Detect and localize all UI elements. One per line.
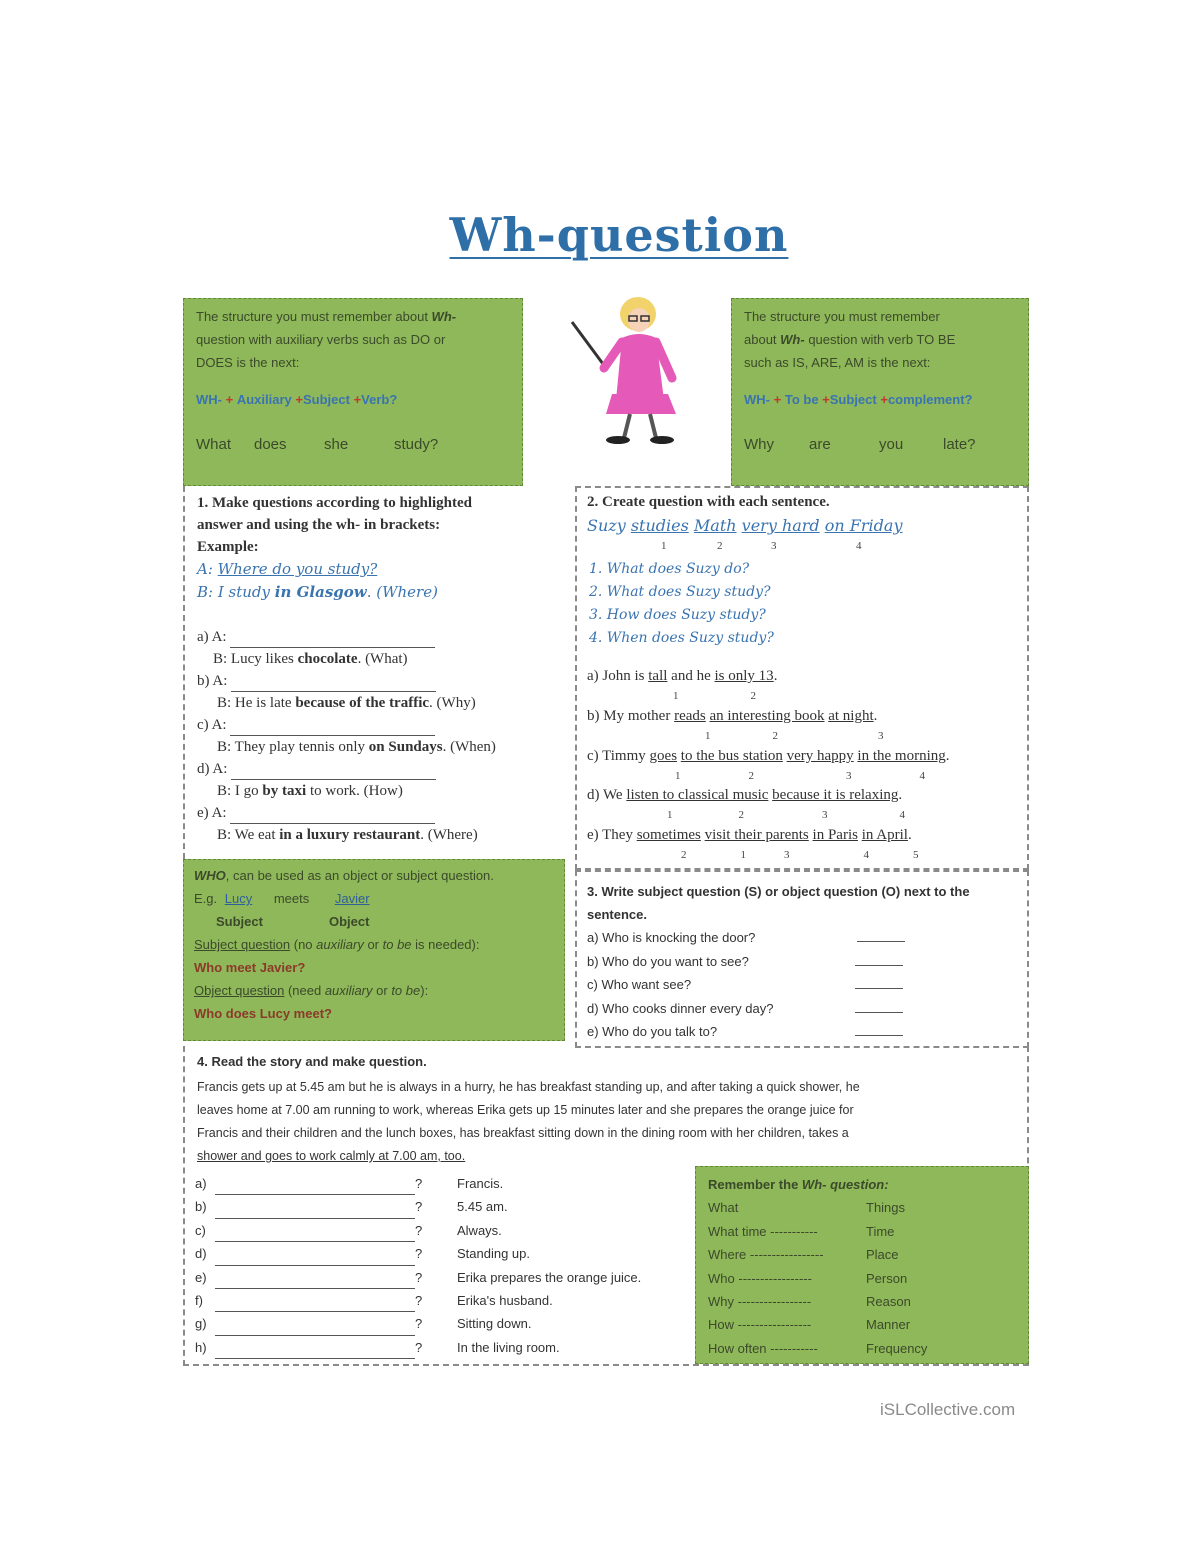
answer-line[interactable] — [855, 965, 903, 966]
list-item: c) ? Always. — [195, 1219, 641, 1242]
subject-question-rule: Subject question (no auxiliary or to be is needed): — [194, 937, 480, 952]
sentence-a: a) John is tall and he is only 13. — [587, 668, 778, 684]
section-1-heading: 1. Make questions according to highlighted — [197, 495, 473, 511]
remember-box — [695, 1166, 1029, 1364]
structure-text: DOES is the next: — [196, 355, 300, 370]
section-3-heading: 3. Write subject question (S) or object question (O) next to the — [587, 884, 970, 899]
list-item: B: I go by taxi to work. (How) — [217, 783, 403, 799]
list-item: B: We eat in a luxury restaurant. (Where) — [217, 827, 478, 843]
section-2: 2. Create question with each sentence. Suzy studies Math very hard on Friday 1 2 3 4 1. What does Suzy do? 2. What does Suzy study? 3. How does Suzy study? 4. When does Suzy study? a) John is tall and he is only 13. 1 2 b) My mother reads an interesting book at night. 1 2 3 c) Timmy goes to the bus station very happy in the morning. 1 2 3 4 d) We listen to classical music because it is relaxing. 1 2 3 4 e) They sometimes visit their parents in Paris in April. 2 1 3 4 5 — [575, 486, 1029, 870]
page-title: Wh-question — [449, 208, 789, 262]
example-sentence: Why are you late? — [744, 436, 976, 453]
question-list — [195, 1172, 641, 1359]
answer-line[interactable] — [857, 941, 905, 942]
exercise-1-list — [197, 626, 496, 846]
list-item: a) Who is knocking the door? — [587, 926, 1017, 950]
structure-box-do-does — [183, 298, 523, 486]
list-item: b) ? 5.45 am. — [195, 1195, 641, 1218]
structure-text: The structure you must remember about — [196, 309, 432, 324]
answer-line[interactable] — [855, 988, 903, 989]
subject-question-example: Who meet Javier? — [194, 960, 306, 975]
sentence-d: d) We listen to classical music because it is relaxing. — [587, 787, 903, 803]
structure-text: question with auxiliary verbs such as DO or — [196, 332, 446, 347]
section-4-heading: 4. Read the story and make question. — [197, 1054, 427, 1069]
structure-text-bold: Wh- — [431, 309, 457, 324]
who-box — [183, 859, 565, 1041]
sentence-c: c) Timmy goes to the bus station very happy in the morning. — [587, 748, 950, 764]
list-item: f) ? Erika's husband. — [195, 1289, 641, 1312]
list-item: e) A: — [197, 802, 496, 824]
list-item: d) Who cooks dinner every day? — [587, 997, 1017, 1021]
structure-box-to-be: The structure you must remember about Wh- question with verb TO BE such as IS, ARE, AM is the next: WH- + To be +Subject +complement? Why are you late? — [731, 298, 1029, 486]
sentence-d-numbers: 1 2 3 4 — [667, 809, 905, 821]
sentence-c-numbers: 1 2 3 4 — [675, 770, 925, 782]
remember-row: Where ----------------- Place — [708, 1247, 899, 1263]
section-3 — [575, 870, 1029, 1048]
answer-line[interactable] — [855, 1035, 903, 1036]
section-3-heading: sentence. — [587, 907, 647, 922]
remember-row: What Things — [708, 1200, 906, 1216]
who-intro: WHO, can be used as an object or subject question. — [194, 868, 494, 883]
list-item: B: Lucy likes chocolate. (What) — [213, 651, 408, 667]
section-2-heading: 2. Create question with each sentence. — [587, 494, 830, 510]
example-block: A: Where do you study? B: I study in Glasgow. (Where) — [197, 560, 438, 601]
section-1 — [183, 486, 575, 859]
remember-row: Who ----------------- Person — [708, 1270, 908, 1286]
remember-row: How often ----------- Frequency — [708, 1340, 928, 1356]
example-label: Example: — [197, 539, 259, 555]
site-watermark: iSLCollective.com — [880, 1400, 1016, 1419]
list-item: h) ? In the living room. — [195, 1336, 641, 1359]
section-2-example: Suzy studies Math very hard on Friday — [587, 516, 903, 535]
formula: WH- + To be +Subject +complement? — [744, 392, 973, 407]
answer-line[interactable] — [855, 1012, 903, 1013]
list-item: B: They play tennis only on Sundays. (When) — [217, 739, 496, 755]
list-item: d) A: — [197, 758, 496, 780]
story-text: Francis gets up at 5.45 am but he is always in a hurry, he has breakfast standing up, and after taking a quick shower, he leaves home at 7.00 am running to work, whereas Erika gets up 15 minutes later and she prepares the orange juice for Francis and their children and the lunch boxes, has breakfast sitting down in the dining room with her children, takes a shower and goes to work calmly at 7.00 am, too. — [197, 1080, 860, 1163]
section-1-heading: answer and using the wh- in brackets: — [197, 517, 441, 533]
formula: WH- + Auxiliary +Subject +Verb? — [196, 392, 398, 407]
list-item: a) A: — [197, 626, 496, 648]
sentence-e: e) They sometimes visit their parents in Paris in April. — [587, 827, 912, 843]
sentence-b-numbers: 1 2 3 — [705, 730, 884, 742]
remember-row: What time ----------- Time — [708, 1223, 895, 1239]
list-item: B: He is late because of the traffic. (Why) — [217, 695, 476, 711]
who-roles: Subject Object — [216, 914, 370, 929]
remember-row: Why ----------------- Reason — [708, 1294, 911, 1310]
example-sentence: What does she study? — [196, 436, 439, 453]
answer-line[interactable] — [215, 1358, 415, 1359]
who-example: E.g. Lucy meets Javier — [194, 891, 370, 906]
list-item: c) Who want see? — [587, 973, 1017, 997]
list-item: e) ? Erika prepares the orange juice. — [195, 1266, 641, 1289]
sentence-b: b) My mother reads an interesting book at night. — [587, 708, 878, 724]
teacher-illustration — [560, 290, 700, 450]
list-item: a) ? Francis. — [195, 1172, 641, 1195]
list-item: d) ? Standing up. — [195, 1242, 641, 1265]
list-item: g) ? Sitting down. — [195, 1312, 641, 1335]
remember-heading: Remember the Wh- question: — [708, 1177, 889, 1192]
list-item: c) A: — [197, 714, 496, 736]
example-answers: 1. What does Suzy do? 2. What does Suzy study? 3. How does Suzy study? 4. When does Suzy study? — [589, 561, 774, 646]
section-3-list — [587, 926, 1017, 1044]
sentence-a-numbers: 1 2 — [673, 690, 756, 702]
structure-text: such as IS, ARE, AM is the next: — [744, 355, 931, 370]
object-question-example: Who does Lucy meet? — [194, 1006, 332, 1021]
list-item: b) A: — [197, 670, 496, 692]
structure-text: The structure you must remember — [744, 309, 940, 324]
list-item: e) Who do you talk to? — [587, 1020, 1017, 1044]
object-question-rule: Object question (need auxiliary or to be): — [194, 983, 429, 998]
sentence-e-numbers: 2 1 3 4 5 — [681, 849, 919, 861]
remember-row: How ----------------- Manner — [708, 1317, 911, 1333]
list-item: b) Who do you want to see? — [587, 950, 1017, 974]
